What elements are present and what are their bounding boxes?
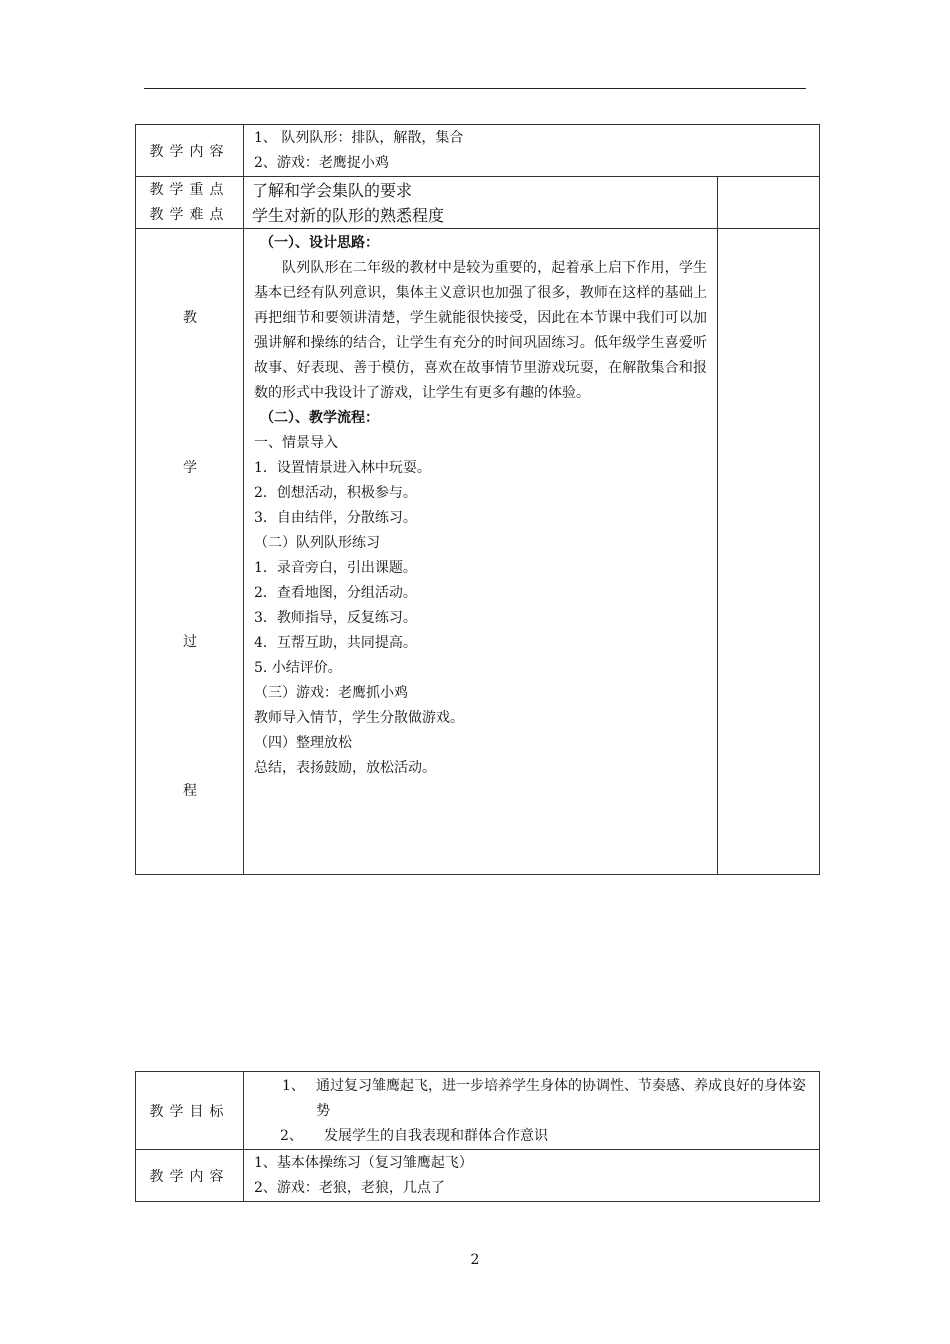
key-point-text: 了解和学会集队的要求 xyxy=(252,181,413,200)
process-label-char-4: 程 xyxy=(183,783,197,799)
process-label-char-3: 过 xyxy=(183,634,197,650)
flow-line: 教师导入情节，学生分散做游戏。 xyxy=(254,710,464,726)
process-text-cell xyxy=(244,229,718,875)
objectives-row xyxy=(136,1072,820,1150)
design-heading: （一）、设计思路： xyxy=(260,235,379,251)
flow-line: 总结，表扬鼓励，放松活动。 xyxy=(254,760,436,776)
process-empty-cell xyxy=(718,229,820,875)
focus-empty-cell xyxy=(718,177,820,229)
flow-line: 1．设置情景进入林中玩耍。 xyxy=(254,460,431,476)
content-label-2: 教学内容 xyxy=(136,1150,244,1202)
lesson-table-1 xyxy=(135,124,820,875)
objectives-cell xyxy=(244,1072,820,1150)
flow-line: 4．互帮互助，共同提高。 xyxy=(254,635,417,651)
flow-line: （二）队列队形练习 xyxy=(254,535,380,551)
focus-label-cell xyxy=(136,177,244,229)
content-cell-2 xyxy=(244,1150,820,1202)
process-label-cell xyxy=(136,229,244,875)
content-row xyxy=(136,125,820,177)
difficult-point-label: 教学难点 xyxy=(149,207,230,223)
objective-1-number: 1、 xyxy=(282,1078,305,1094)
flow-line: 2．创想活动，积极参与。 xyxy=(254,485,417,501)
content-label: 教学内容 xyxy=(136,125,244,177)
objective-item-1 xyxy=(244,1074,813,1124)
content-row-2 xyxy=(136,1150,820,1202)
flow-heading: （二）、教学流程： xyxy=(260,410,379,426)
objectives-label: 教学目标 xyxy=(136,1072,244,1150)
objective-2-text: 发展学生的自我表现和群体合作意识 xyxy=(324,1128,548,1144)
flow-line: 5. 小结评价。 xyxy=(254,660,342,676)
process-label-char-1: 教 xyxy=(183,310,197,326)
flow-line: 2．查看地图，分组活动。 xyxy=(254,585,417,601)
difficult-point-text: 学生对新的队形的熟悉程度 xyxy=(252,206,445,225)
process-label-char-2: 学 xyxy=(183,460,197,476)
page-number: 2 xyxy=(470,1252,480,1268)
content-line-2: 2、游戏：老鹰捉小鸡 xyxy=(254,155,389,171)
content-cell xyxy=(244,125,820,177)
content-2-line-1: 1、基本体操练习（复习雏鹰起飞） xyxy=(254,1155,473,1171)
objective-2-number: 2、 xyxy=(280,1128,303,1144)
focus-row xyxy=(136,177,820,229)
lesson-table-2 xyxy=(135,1071,820,1202)
content-line-1: 1、 队列队形：排队，解散，集合 xyxy=(254,130,464,146)
flow-line: （四）整理放松 xyxy=(254,735,352,751)
objective-item-2 xyxy=(244,1124,813,1149)
flow-line: 3．自由结伴，分散练习。 xyxy=(254,510,417,526)
header-rule xyxy=(144,88,806,89)
design-paragraph: 队列队形在二年级的教材中是较为重要的，起着承上启下作用，学生基本已经有队列意识，集体主义意识也加强了很多，教师在这样的基础上再把细节和要领讲清楚，学生就能很快接受，因此在本节课中我们可以加强讲解和操练的结合，让学生有充分的时间巩固练习。低年级学生喜爱听故事、好表现、善于模仿，喜欢在故事情节里游戏玩耍，在解散集合和报数的形式中我设计了游戏，让学生有更多有趣的体验。 xyxy=(254,260,707,401)
objective-1-text: 通过复习雏鹰起飞，进一步培养学生身体的协调性、节奏感、养成良好的身体姿势 xyxy=(316,1078,806,1119)
flow-line: （三）游戏：老鹰抓小鸡 xyxy=(254,685,408,701)
focus-text-cell xyxy=(244,177,718,229)
flow-line: 1．录音旁白，引出课题。 xyxy=(254,560,417,576)
flow-line: 一、情景导入 xyxy=(254,435,338,451)
content-2-line-2: 2、游戏：老狼，老狼，几点了 xyxy=(254,1180,445,1196)
process-row xyxy=(136,229,820,875)
flow-line: 3．教师指导，反复练习。 xyxy=(254,610,417,626)
key-point-label: 教学重点 xyxy=(149,182,230,198)
